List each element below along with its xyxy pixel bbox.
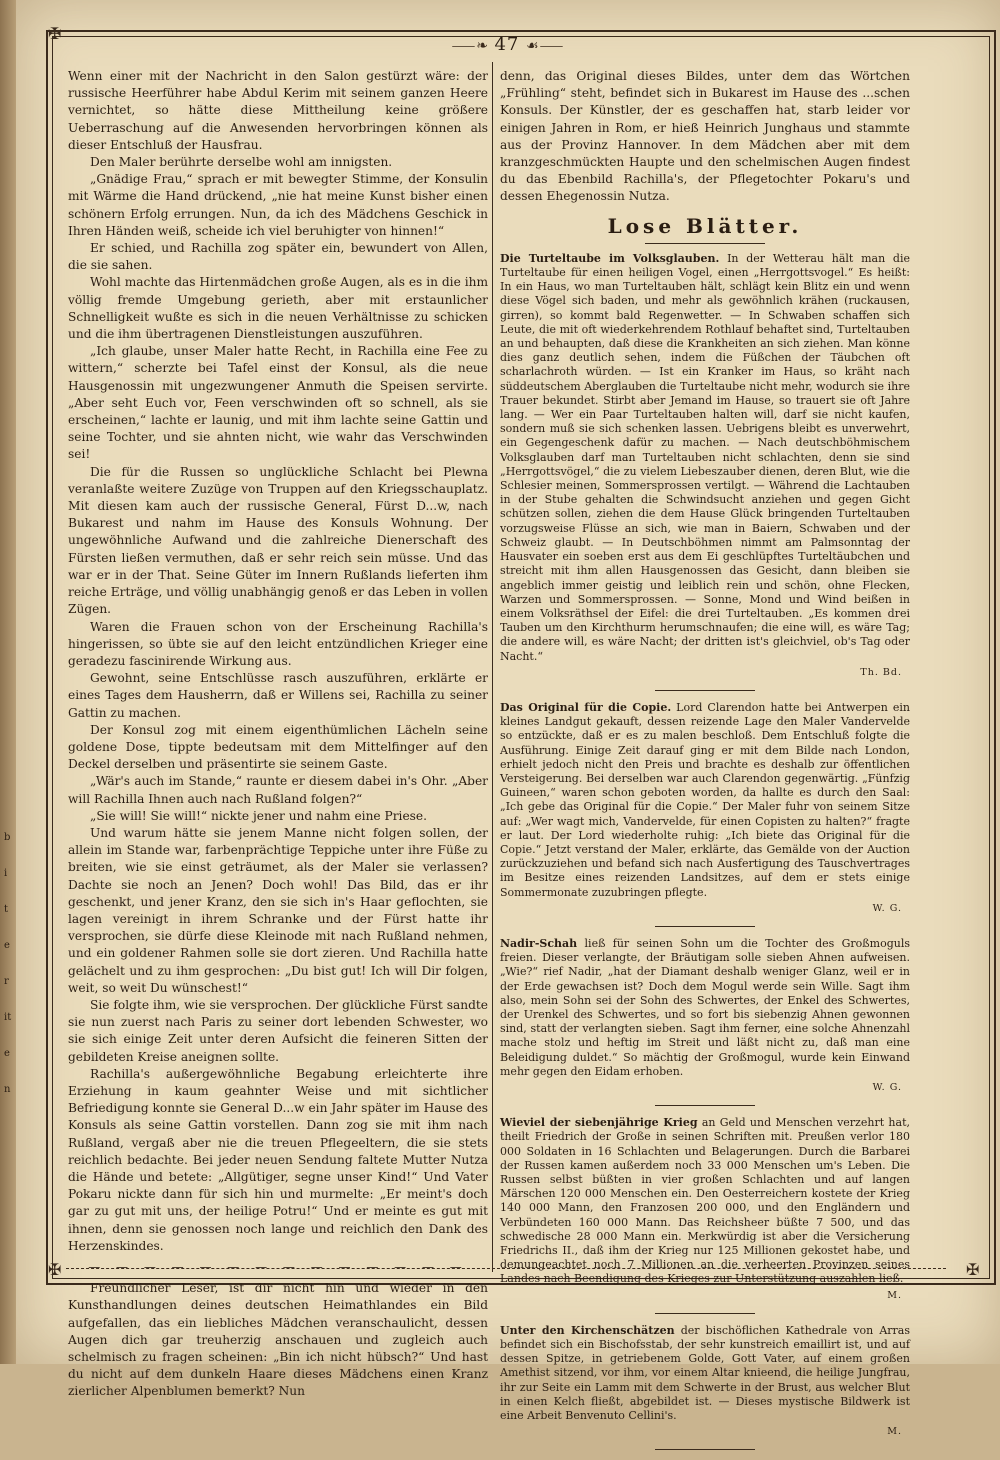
continuation-paragraph: denn, das Original dieses Bildes, unter dem das Wörtchen „Frühling“ steht, befindet sich in Bukarest im Hause des ...schen Konsuls. Der Künstler, der es geschaffen hat, starb leider vor einigen Jahren in Rom, er hieß Heinrich Junghaus und stammte aus der Provinz Hannover. In dem Mädchen aber mit dem kranzgeschmückten Haupte und den schelmischen Augen findest du das Ebenbild Rachilla's, der Pflegetochter Pokaru's und dessen Ehegenossin Nutza. <box>500 69 910 204</box>
section-separator: — — — — — — — — — — — — — — <box>88 1260 468 1275</box>
margin-mark: b <box>4 832 11 843</box>
margin-mark: n <box>4 1084 11 1095</box>
article-siebenjaehriger-krieg <box>500 1116 910 1303</box>
section-title: Lose Blätter. <box>607 213 803 238</box>
paragraph: „Gnädige Frau,“ sprach er mit bewegter Stimme, der Konsulin mit Wärme die Hand drückend, „nie hat meine Kunst bisher einen schönern Erfolg errungen. Nun, da ich des Mädchens Geschick in Ihren Händen weiß, scheide ich viel beruhigter von hinnen!“ <box>68 172 488 238</box>
paragraph: Wenn einer mit der Nachricht in den Salon gestürzt wäre: der russische Heerführer habe Abdul Kerim mit seinem ganzen Heere vernichtet, so hätte diese Mittheilung keine größere Ueberraschung auf die Anwesenden hervorbringen können als dieser Entschluß der Hausfrau. <box>68 69 488 152</box>
margin-mark: e <box>4 940 10 951</box>
article-heading: Die Turteltaube im Volksglauben. <box>500 251 720 265</box>
corner-ornament-icon: ✠ <box>48 24 62 43</box>
paragraph: Die für die Russen so unglückliche Schlacht bei Plewna veranlaßte weitere Zuzüge von Truppen auf den Kriegsschauplatz. Mit diesen kam auch der russische General, Fürst D...w, nach Bukarest und nahm im Hause des Konsuls Wohnung. Der ungewöhnliche Aufwand und die zahlreiche Dienerschaft des Fürsten ließen vermuthen, daß er sehr reich sein müsse. Und das war er in der That. Seine Güter im Innern Rußlands lieferten ihm reiche Erträge, und völlig unabhängig genoß er das Leben in vollen Zügen. <box>68 464 488 617</box>
margin-mark: r <box>4 976 9 987</box>
article-original-copie <box>500 701 910 916</box>
article-signature: M. <box>887 1289 902 1301</box>
article-signature: W. G. <box>872 902 902 914</box>
article-divider <box>655 690 755 691</box>
article-text: In der Wetterau hält man die Turteltaube für einen heiligen Vogel, einen „Herrgottsvogel.“ Es heißt: In ein Haus, wo man Turteltauben hält, schlägt kein Blitz ein und wenn diese Vögel sich baden, und mehr als gewöhnlich krähen (ruckausen, girren), so kommt bald Regenwetter. — In Schwaben schaffen sich Leute, die mit oft wiederkehrendem Rothlauf behaftet sind, Turteltauben an und behaupten, daß diese die Krankheiten an sich ziehen. Man könne dies ganz deutlich sehen, indem die Füßchen der Täubchen oft scharlachroth würden. — Ist ein Kranker im Haus, so kräht nach süddeutschem Aberglauben die Turteltaube nicht mehr, wodurch sie ihre Trauer bekundet. Stirbt aber Jemand im Hause, so trauert sie oft Jahre lang. — Wer ein Paar Turteltauben halten will, darf sie nicht kaufen, sondern muß sie sich schenken lassen. Uebrigens bleibt es unverwehrt, ein Gegengeschenk dafür zu machen. — Nach deutschböhmischem Volksglauben darf man Turteltauben nicht schlachten, denn sie sind „Herrgottsvögel,“ die zu vielem Liebeszauber dienen, deren Blut, wie die Schlesier meinen, Sommersprossen vertilgt. — Während die Lachtauben in der Stube gehalten die Schwindsucht anziehen und gegen Gicht schützen sollen, ziehen die dem Hause Glück bringenden Turteltauben vorzugsweise Flüsse an sich, wie man in Baiern, Schwaben und der Schweiz glaubt. — In Deutschböhmen nimmt am Palmsonntag der Hausvater ein soeben erst aus dem Ei geschlüpftes Turteltäubchen und streicht mit ihm allen Hausgenossen das Gesicht, dann bleiben sie angeblich immer geistig und leiblich rein und schön, ohne Flecken, Warzen und Sommersprossen. — Sonne, Mond und Wind beißen in einem Volksräthsel der Eifel: die drei Turteltauben. „Es kommen drei Tauben um den Kirchthurm herumschnaufen; die eine will, es wäre Tag; die andere will, es wäre Nacht; der dritten ist's gleichviel, ob's Tag oder Nacht.“ <box>500 251 910 663</box>
page-header <box>16 34 1000 55</box>
article-heading: Unter den Kirchenschätzen <box>500 1323 675 1337</box>
article-signature: Th. Bd. <box>860 666 902 678</box>
margin-mark: e <box>4 1048 10 1059</box>
newspaper-page <box>16 0 1000 1438</box>
article-heading: Nadir-Schah <box>500 936 578 950</box>
article-nadir-schah <box>500 937 910 1095</box>
paragraph: Waren die Frauen schon von der Erscheinung Rachilla's hingerissen, so übte sie auf den leicht entzündlichen Krieger eine geradezu fascinirende Wirkung aus. <box>68 619 488 668</box>
right-column <box>500 68 910 1460</box>
paragraph: Der Konsul zog mit einem eigenthümlichen Lächeln seine goldene Dose, tippte bedeutsam mit dem Mittelfinger auf den Deckel derselben und präsentirte sie seinem Gaste. <box>68 722 488 772</box>
article-heading: Das Original für die Copie. <box>500 700 672 714</box>
page-gutter-edge <box>0 0 16 1364</box>
article-text: an Geld und Menschen verzehrt hat, theilt Friedrich der Große in seinen Schriften mit. Preußen verlor 180 000 Soldaten in 16 Schlachten und Belagerungen. Durch die Barbarei der Russen kamen außerdem noch 33 000 Menschen um's Leben. Die Russen selbst büßten in vier großen Schlachten und auf langen Märschen 120 000 Menschen ein. Den Oesterreichern kostete der Krieg 140 000 Mann, den Franzosen 200 000, und den Engländern und Verbündeten 160 000 Mann. Das Reichsheer büßte 7 500, und das schwedische 28 000 Mann ein. Merkwürdig ist aber die Versicherung Friedrichs II., daß ihm der Krieg nur 125 Millionen gekostet habe, und demungeachtet noch 7 Millionen an die verheerten Provinzen seines Landes nach Beendigung des Krieges zur Unterstützung auszahlen ließ. <box>500 1116 910 1286</box>
margin-mark: i <box>4 868 8 879</box>
paragraph: „Sie will! Sie will!“ nickte jener und nahm eine Priese. <box>90 808 427 823</box>
bleed-through-margin <box>4 820 16 1108</box>
article-divider <box>655 1449 755 1450</box>
corner-ornament-icon: ✠ <box>48 1260 62 1279</box>
margin-mark: it <box>4 1012 12 1023</box>
margin-mark: t <box>4 904 9 915</box>
article-divider <box>655 1105 755 1106</box>
article-heading: Wieviel der siebenjährige Krieg <box>500 1116 698 1130</box>
paragraph: „Wär's auch im Stande,“ raunte er diesem dabei in's Ohr. „Aber will Rachilla Ihnen auch nach Rußland folgen?“ <box>68 774 488 806</box>
page-number: 47 <box>494 34 520 55</box>
column-divider <box>492 62 493 1272</box>
closing-paragraph: Freundlicher Leser, ist dir nicht hin und wieder in den Kunsthandlungen deines deutschen Heimathlandes ein Bild aufgefallen, das ein liebliches Mädchen veranschaulicht, dessen Augen dich gar treuherzig anschauen und zugleich auch schelmisch zu fragen scheinen: „Bin ich nicht hübsch?“ Und hast du nicht auf dem dunkeln Haare dieses Mädchens einen Kranz zierlicher Alpenblumen bemerkt? Nun <box>68 1281 488 1399</box>
article-text: Lord Clarendon hatte bei Antwerpen ein kleines Landgut gekauft, dessen reizende Lage den Maler Vandervelde so entzückte, daß er es zu malen beschloß. Dem Entschluß folgte die Ausführung. Einige Zeit darauf ging er mit dem Bilde nach London, erhielt jedoch nicht den Preis und brachte es deshalb zur öffentlichen Versteigerung. Bei derselben war auch Clarendon gegenwärtig. „Fünfzig Guineen,“ waren schon geboten worden, da hallte es durch den Saal: „Ich gebe das Original für die Copie.“ Der Maler fuhr von seinem Sitze auf: „Wer wagt mich, Vandervelde, für einen Copisten zu halten?“ fragte er laut. Der Lord wiederholte ruhig: „Ich biete das Original für die Copie.“ Jetzt verstand der Maler, erklärte, das Gemälde von der Auction zurückzuziehen und befand sich nach Ausfertigung des Tauschvertrages im Besitze eines reizenden Landsitzes, auf dem er stets einige Sommermonate zuzubringen pflegte. <box>500 700 910 899</box>
paragraph: Sie folgte ihm, wie sie versprochen. Der glückliche Fürst sandte sie nun zuerst nach Paris zu seiner dort lebenden Schwester, wo sie sich einige Zeit unter deren Aufsicht die feineren Sitten der gebildeten Kreise aneignen sollte. <box>68 997 488 1064</box>
corner-ornament-icon: ✠ <box>966 1260 980 1279</box>
left-ornament-icon: ⸺❧ <box>451 38 495 54</box>
article-text: der bischöflichen Kathedrale von Arras befindet sich ein Bischofsstab, der sehr kunstreich emaillirt ist, und auf dessen Spitze, in getriebenem Golde, Gott Vater, auf einem großen Amethist sitzend, vor ihm, vor einem Altar knieend, die heilige Jungfrau, ihr zur Seite ein Lamm mit dem Schwerte in der Brust, aus welcher Blut in einen Kelch fließt, abgebildet ist. — Dieses mystische Bildwerk ist eine Arbeit Benvenuto Cellini's. <box>500 1323 910 1423</box>
title-rule <box>645 243 765 244</box>
article-signature: M. <box>887 1426 902 1438</box>
bottom-rule <box>66 1268 946 1270</box>
article-signature: W. G. <box>872 1082 902 1093</box>
paragraph: Gewohnt, seine Entschlüsse rasch auszuführen, erklärte er eines Tages dem Hausherrn, daß er Willens sei, Rachilla zu seiner Gattin zu machen. <box>68 671 488 720</box>
article-divider <box>655 1313 755 1314</box>
right-ornament-icon: ☙⸺ <box>526 38 565 54</box>
paragraph: Den Maler berührte derselbe wohl am innigsten. <box>90 155 393 170</box>
article-kirchenschaetze <box>500 1324 910 1440</box>
article-text: ließ für seinen Sohn um die Tochter des Großmoguls freien. Dieser verlangte, der Bräutigam solle sieben Ahnen aufweisen. „Wie?“ rief Nadir, „hat der Diamant deshalb weniger Glanz, weil er in der Erde gewachsen ist? Doch dem Mogul werde sein Wille. Sagt ihm also, mein Sohn sei der Sohn des Schwertes, der Enkel des Schwertes, der Urenkel des Schwertes, und so fort bis siebenzig Ahnen gewonnen sind, statt der verlangten sieben. Sagt ihm ferner, eine solche Ahnenzahl mache stolz und heftig im Streit und läßt nicht zu, daß man eine Beleidigung duldet.“ So mächtig der Großmogul, wurde kein Einwand mehr gegen den Eidam erhoben. <box>500 936 910 1078</box>
paragraph: Er schied, und Rachilla zog später ein, bewundert von Allen, die sie sahen. <box>68 241 488 273</box>
left-column <box>68 68 488 1401</box>
paragraph: Rachilla's außergewöhnliche Begabung erleichterte ihre Erziehung in kaum geahnter Weise und mit sichtlicher Befriedigung konnte sie General D...w ein Jahr später im Hause des Konsuls als seine Gattin vorstellen. Dann zog sie mit ihm nach Rußland, vergaß aber nie die treuen Pflegeeltern, die sie stets reichlich bedachte. Bei jeder neuen Sendung faltete Mutter Nutza die Hände und betete: „Allgütiger, segne unser Kind!“ Und Vater Pokaru nickte dann für sich hin und murmelte: „Er meint's doch gar zu gut mit uns, der heilige Potru!“ Und er meinte es gut mit ihnen, denn sie genossen noch lange und reichlich den Dank des Herzenskindes. <box>68 1066 488 1253</box>
paragraph: „Ich glaube, unser Maler hatte Recht, in Rachilla eine Fee zu wittern,“ scherzte bei Tafel einst der Konsul, als die neue Hausgenossin mit ungezwungener Anmuth die Speisen servirte. „Aber seht Euch vor, Feen verschwinden oft so schnell, als sie erscheinen,“ lachte er launig, und mit ihm lachte seine Gattin und seine Tochter, und sie ahnten nicht, wie wahr das Verschwinden sei! <box>68 344 488 462</box>
article-turteltaube <box>500 252 910 680</box>
paragraph: Und warum hätte sie jenem Manne nicht folgen sollen, der allein im Stande war, farbenprächtige Teppiche unter ihre Füße zu breiten, wie sie einst geträumet, als der Maler sie verlassen? Dachte sie noch an Jenen? Doch wohl! Das Bild, das er ihr geschenkt, und jener Kranz, den sie sich in's Haar geflochten, sie lagen vereinigt in ihrem Schranke und der Fürst hatte ihr versprochen, sie dürfe diese Kleinode mit nach Rußland nehmen, und ein goldener Rahmen solle sie dort zieren. Und Rachilla hatte gelächelt und zu ihm gesprochen: „Du bist gut! Ich will Dir folgen, weit, so weit Du wünschest!“ <box>68 825 488 995</box>
article-divider <box>655 926 755 927</box>
paragraph: Wohl machte das Hirtenmädchen große Augen, als es in die ihm völlig fremde Umgebung gerieth, aber mit erstaunlicher Schnelligkeit wußte es sich in die neuen Verhältnisse zu schicken und die ihm übertragenen Dienstleistungen auszuführen. <box>68 275 488 342</box>
